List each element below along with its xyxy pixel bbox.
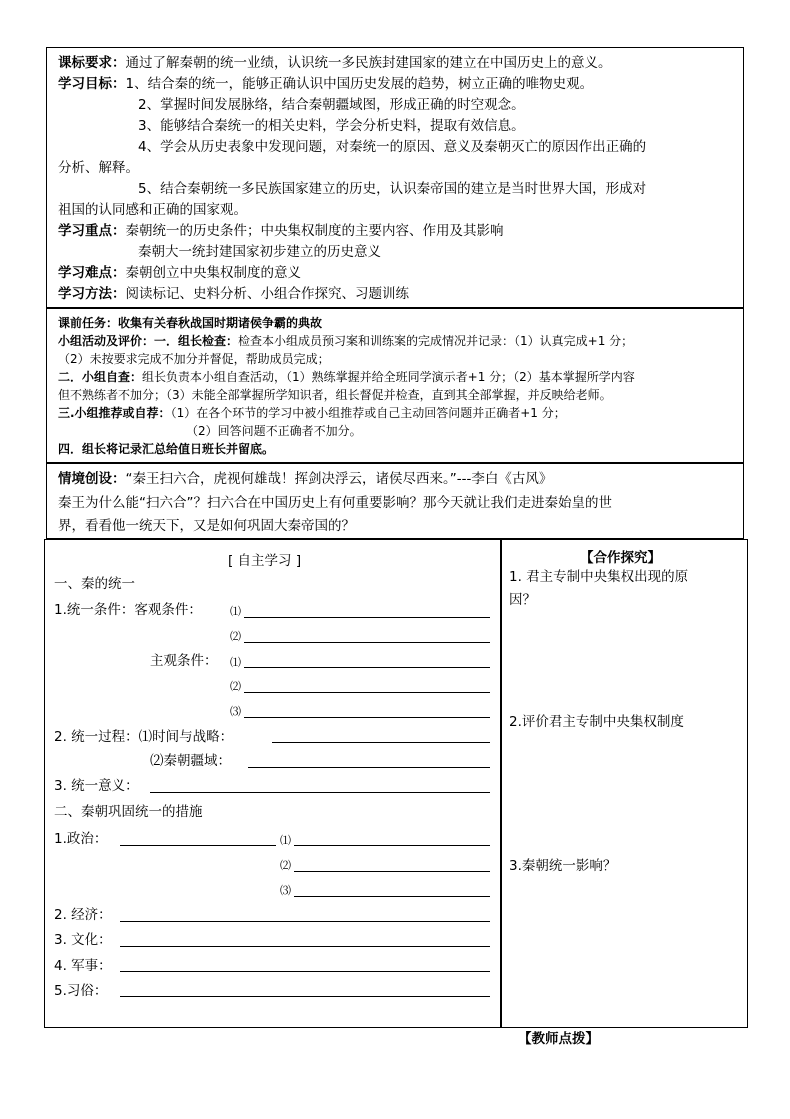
- standard-line: [58, 54, 612, 72]
- section-2-heading: 二、秦朝巩固统一的措施: [54, 804, 203, 820]
- process-a-blank[interactable]: [272, 742, 490, 743]
- cond-obj-1-blank[interactable]: [244, 617, 490, 618]
- key-line: [58, 222, 504, 240]
- pol-1-num: ⑴: [280, 834, 291, 847]
- method-label: 学习方法：: [58, 286, 126, 302]
- self-check-label: 二．小组自查：: [58, 370, 143, 384]
- cooperative-title: 【合作探究】: [580, 550, 661, 566]
- section-1-heading: 一、秦的统一: [54, 576, 135, 592]
- cond-subj-1-blank[interactable]: [244, 667, 490, 668]
- scenario-line-2: 秦王为什么能“扫六合”？扫六合在中国历史上有何重要影响？那今天就让我们走进秦始皇的世: [58, 495, 612, 511]
- difficulty-text: 秦朝创立中央集权制度的意义: [125, 265, 301, 281]
- pol-1-blank[interactable]: [294, 845, 490, 846]
- difficulty-label: 学习难点：: [58, 265, 126, 281]
- goal-5a: 5、结合秦朝统一多民族国家建立的历史，认识秦帝国的建立是当时世界大国，形成对: [138, 181, 647, 197]
- coop-question-1a: 1. 君主专制中央集权出现的原: [509, 569, 689, 585]
- cond-obj-2-blank[interactable]: [244, 642, 490, 643]
- process-a-label: ⑴时间与战略：: [138, 729, 234, 745]
- standard-text: 通过了解秦朝的统一业绩，认识统一多民族封建国家的建立在中国历史上的意义。: [125, 55, 612, 71]
- cond-subj-1-num: ⑴: [230, 656, 241, 669]
- method-text: 阅读标记、史料分析、小组合作探究、习题训练: [125, 286, 409, 302]
- goals-line: [58, 75, 593, 93]
- military-label: 4. 军事：: [54, 958, 112, 974]
- process-label: [54, 728, 233, 746]
- key-label: 学习重点：: [58, 223, 126, 239]
- goal-4a: 4、学会从历史表象中发现问题，对秦统一的原因、意义及秦朝灭亡的原因作出正确的: [138, 139, 647, 155]
- politics-label: 1.政治：: [54, 831, 108, 847]
- self-study-title: [ 自主学习 ]: [228, 553, 302, 569]
- meaning-label: 3. 统一意义：: [54, 778, 139, 794]
- eval-text-2: （2）未按要求完成不加分并督促，帮助成员完成；: [58, 352, 330, 366]
- goal-2: 2、掌握时间发展脉络，结合秦朝疆域图，形成正确的时空观念。: [138, 97, 525, 113]
- self-check-text: 组长负责本小组自查活动，（1）熟练掌握并给全班同学演示者+1 分；（2）基本掌握所学内容: [142, 370, 635, 384]
- scenario-label: 情境创设：: [58, 471, 126, 487]
- recommend-text: （1）在各个环节的学习中被小组推荐或自己主动回答问题并正确者+1 分；: [170, 406, 566, 420]
- economy-label: 2. 经济：: [54, 907, 112, 923]
- cond-subj-2-num: ⑵: [230, 680, 241, 693]
- cooperative-box: [501, 539, 748, 1028]
- self-check-line: [58, 368, 635, 386]
- goals-label: 学习目标：: [58, 76, 126, 92]
- task-line: 课前任务：收集有关春秋战国时期诸侯争霸的典故: [58, 316, 323, 330]
- cond-obj-1-num: ⑴: [230, 605, 241, 618]
- goal-1: 1、结合秦的统一，能够正确认识中国历史发展的趋势，树立正确的唯物史观。: [125, 76, 594, 92]
- eval-line: [58, 332, 633, 350]
- eval-label: 小组活动及评价：: [58, 334, 155, 348]
- recommend-label: 三.小组推荐或自荐：: [58, 406, 171, 420]
- process-b-blank[interactable]: [248, 767, 490, 768]
- eval-part: 一．组长检查：: [154, 334, 239, 348]
- cond-subj-3-num: ⑶: [230, 705, 241, 718]
- custom-blank[interactable]: [120, 996, 490, 997]
- self-check-text-2: 但不熟练者不加分；（3）未能全部掌握所学知识者，组长督促并检查，直到其全部掌握，并反映给老师。: [58, 388, 612, 402]
- scenario-line-3: 界，看看他一统天下，又是如何巩固大秦帝国的？: [58, 518, 355, 534]
- pol-2-blank[interactable]: [294, 871, 490, 872]
- custom-label: 5.习俗：: [54, 983, 108, 999]
- culture-blank[interactable]: [120, 946, 490, 947]
- key-1: 秦朝统一的历史条件；中央集权制度的主要内容、作用及其影响: [125, 223, 504, 239]
- meaning-blank[interactable]: [150, 792, 490, 793]
- coop-question-1b: 因？: [509, 592, 536, 608]
- scenario-quote: “秦王扫六合，虎视何雄哉！挥剑决浮云，诸侯尽西来。”---李白《古风》: [125, 471, 553, 487]
- process-heading: 2. 统一过程：: [54, 729, 139, 745]
- eval-text: 检查本小组成员预习案和训练案的完成情况并记录：（1）认真完成+1 分；: [238, 334, 634, 348]
- coop-question-2: 2.评价君主专制中央集权制度: [509, 714, 684, 730]
- pol-2-num: ⑵: [280, 859, 291, 872]
- teacher-guidance-label: 【教师点拨】: [518, 1031, 599, 1047]
- method-line: [58, 285, 409, 303]
- cond-obj-2-num: ⑵: [230, 630, 241, 643]
- standard-label: 课标要求：: [58, 55, 126, 71]
- record-line: 四．组长将记录汇总给值日班长并留底。: [58, 442, 275, 456]
- pol-3-blank[interactable]: [294, 896, 490, 897]
- subjective-label: 主观条件：: [150, 653, 218, 669]
- key-2: 秦朝大一统封建国家初步建立的历史意义: [138, 244, 381, 260]
- pol-3-num: ⑶: [280, 884, 291, 897]
- condition-label: 1.统一条件：客观条件：: [54, 602, 202, 618]
- recommend-line: [58, 404, 566, 422]
- scenario-line: [58, 470, 552, 488]
- recommend-text-2: （2）回答问题不正确者不加分。: [186, 424, 362, 438]
- goal-3: 3、能够结合秦统一的相关史料，学会分析史料，提取有效信息。: [138, 118, 525, 134]
- cond-subj-2-blank[interactable]: [244, 692, 490, 693]
- culture-label: 3. 文化：: [54, 932, 112, 948]
- politics-blank-main[interactable]: [120, 845, 276, 846]
- coop-question-3: 3.秦朝统一影响？: [509, 858, 617, 874]
- difficulty-line: [58, 264, 301, 282]
- goal-5b: 祖国的认同感和正确的国家观。: [58, 202, 247, 218]
- cond-subj-3-blank[interactable]: [244, 717, 490, 718]
- military-blank[interactable]: [120, 971, 490, 972]
- goal-4b: 分析、解释。: [58, 160, 139, 176]
- process-b-label: ⑵秦朝疆域：: [150, 753, 231, 769]
- economy-blank[interactable]: [120, 921, 490, 922]
